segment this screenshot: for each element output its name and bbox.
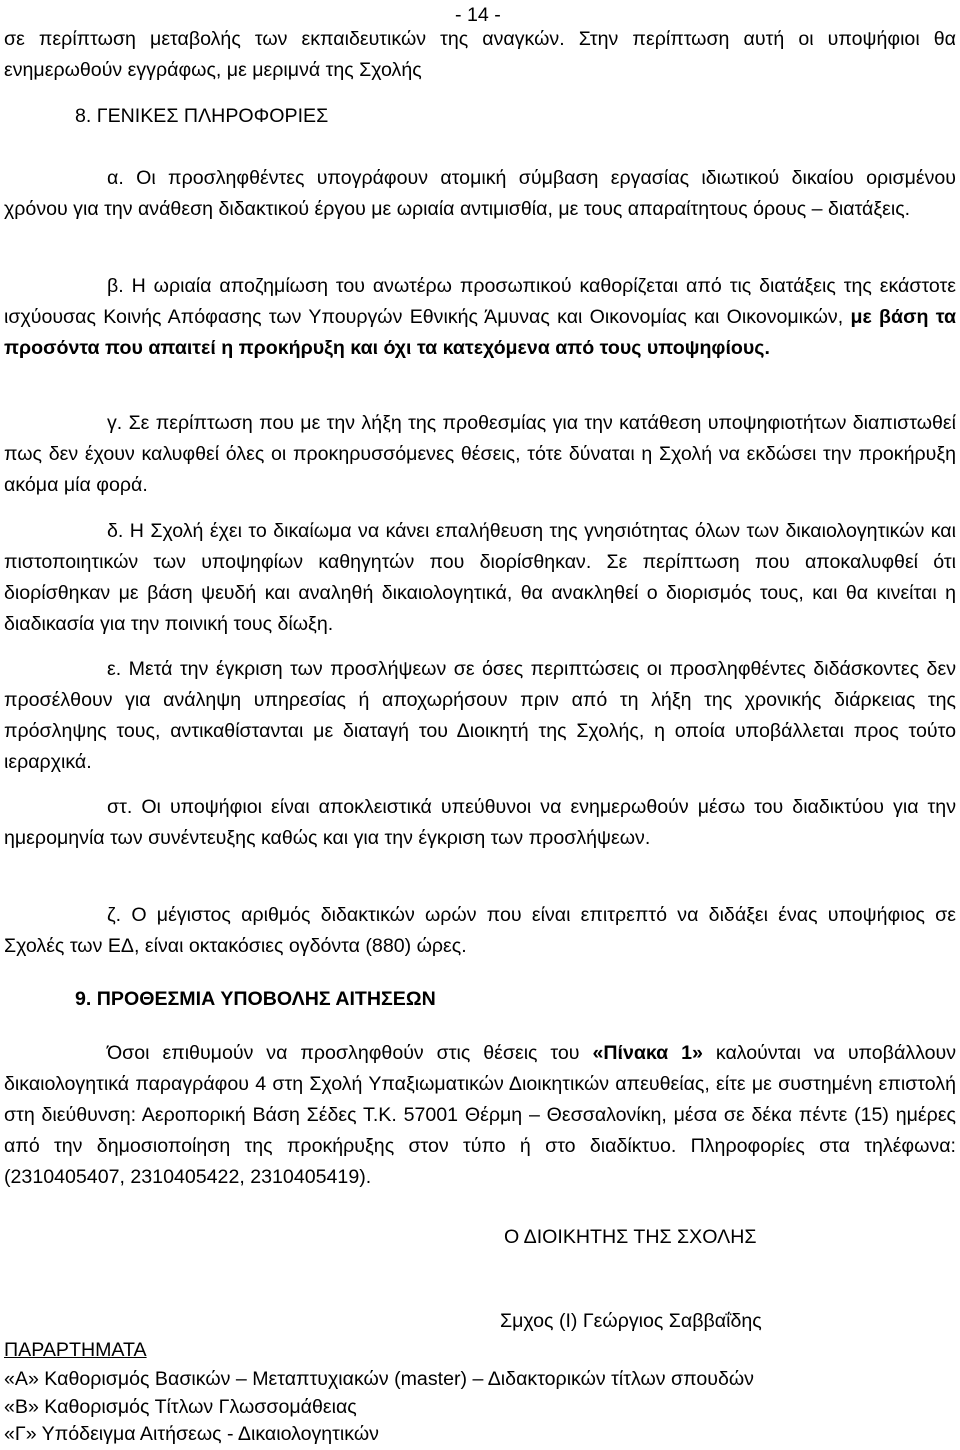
intro-paragraph: σε περίπτωση μεταβολής των εκπαιδευτικών της αναγκών. Στην περίπτωση αυτή οι υποψήφιοι θα ενημερωθούν εγγράφως, με μεριμνά της Σχολής: [4, 28, 956, 81]
signature-name: Σμχος (Ι) Γεώργιος Σαββαΐδης: [500, 1310, 762, 1332]
paragraph-b-bold-text: με βάση τα προσόντα που απαιτεί η προκήρυξη και όχι τα κατεχόμενα από τους υποψηφίους.: [4, 306, 956, 359]
table-1-reference: «Πίνακα 1»: [592, 1042, 703, 1064]
paragraph-st: στ. Οι υποψήφιοι είναι αποκλειστικά υπεύθυνοι να ενημερωθούν μέσω του διαδικτύου για την ημερομηνία των συνέντευξης καθώς και για την έγκριση των προσλήψεων.: [4, 796, 956, 849]
section-9-heading: 9. ΠΡΟΘΕΣΜΙΑ ΥΠΟΒΟΛΗΣ ΑΙΤΗΣΕΩΝ: [75, 988, 436, 1010]
section-9-paragraph: [4, 1038, 956, 1193]
annex-item-c: «Γ» Υπόδειγμα Αιτήσεως - Δικαιολογητικών: [4, 1423, 379, 1445]
section-9-text-2: καλούνται να υποβάλλουν δικαιολογητικά παραγράφου 4 στη Σχολή Υπαξιωματικών Διοικητικών απευθείας, είτε με συστημένη επιστολή στη διεύθυνση: Αεροπορική Βάση Σέδες Τ.Κ. 57001 Θέρμη – Θεσσαλονίκη, μέσα σε δέκα πέντε (15) ημέρες από την δημοσιοποίηση της προκήρυξης στον τύπο ή στο διαδίκτυο. Πληροφορίες στα τηλέφωνα: (2310405407, 2310405422, 2310405419).: [4, 1042, 956, 1188]
signature-title: Ο ΔΙΟΙΚΗΤΗΣ ΤΗΣ ΣΧΟΛΗΣ: [504, 1226, 757, 1248]
paragraph-d: δ. Η Σχολή έχει το δικαίωμα να κάνει επαλήθευση της γνησιότητας όλων των δικαιολογητικών και πιστοποιητικών των υποψηφίων καθηγητών που διορίσθηκαν. Σε περίπτωση που αποκαλυφθεί ότι διορίσθηκαν με βάση ψευδή και αναληθή δικαιολογητικά, θα ανακληθεί ο διορισμός τους, και θα κινείται η διαδικασία για την ποινική τους δίωξη.: [4, 520, 956, 635]
section-9-text-1: Όσοι επιθυμούν να προσληφθούν στις θέσεις του: [107, 1042, 593, 1064]
section-8-heading: 8. ΓΕΝΙΚΕΣ ΠΛΗΡΟΦΟΡΙΕΣ: [75, 105, 329, 127]
paragraph-e: ε. Μετά την έγκριση των προσλήψεων σε όσες περιπτώσεις οι προσληφθέντες διδάσκοντες δεν προσέλθουν για ανάληψη υπηρεσίας ή αποχωρήσουν πριν από τη λήξη της χρονικής διάρκειας της πρόσληψης τους, αντικαθίστανται με διαταγή του Διοικητή της Σχολής, η οποία υποβάλλεται προς τούτο ιεραρχικά.: [4, 658, 956, 773]
paragraph-z: ζ. Ο μέγιστος αριθμός διδακτικών ωρών που είναι επιτρεπτό να διδάξει ένας υποψήφιος σε Σχολές των ΕΔ, είναι οκτακόσιες ογδόντα (880) ώρες.: [4, 904, 956, 957]
paragraph-c: γ. Σε περίπτωση που με την λήξη της προθεσμίας για την κατάθεση υποψηφιοτήτων διαπιστωθεί πως δεν έχουν καλυφθεί όλες οι προκηρυσσόμενες θέσεις, τότε δύναται η Σχολή να εκδώσει την προκήρυξη ακόμα μία φορά.: [4, 412, 956, 496]
annex-item-a: «Α» Καθορισμός Βασικών – Μεταπτυχιακών (master) – Διδακτορικών τίτλων σπουδών: [4, 1368, 754, 1390]
paragraph-b-text: β. Η ωριαία αποζημίωση του ανωτέρω προσωπικού καθορίζεται από τις διατάξεις της εκάστοτε ισχύουσας Κοινής Απόφασης των Υπουργών Εθνικής Άμυνας και Οικονομίας και Οικονομικών,: [4, 275, 956, 328]
paragraph-a: α. Οι προσληφθέντες υπογράφουν ατομική σύμβαση εργασίας ιδιωτικού δικαίου ορισμένου χρόνου για την ανάθεση διδακτικού έργου με ωριαία αντιμισθία, με τους απαραίτητους όρους – διατάξεις.: [4, 167, 956, 220]
annex-item-b: «Β» Καθορισμός Τίτλων Γλωσσομάθειας: [4, 1396, 357, 1418]
annexes-heading: ΠΑΡΑΡΤΗΜΑΤΑ: [4, 1339, 147, 1361]
page-number: - 14 -: [455, 4, 501, 26]
paragraph-b: [4, 271, 956, 364]
